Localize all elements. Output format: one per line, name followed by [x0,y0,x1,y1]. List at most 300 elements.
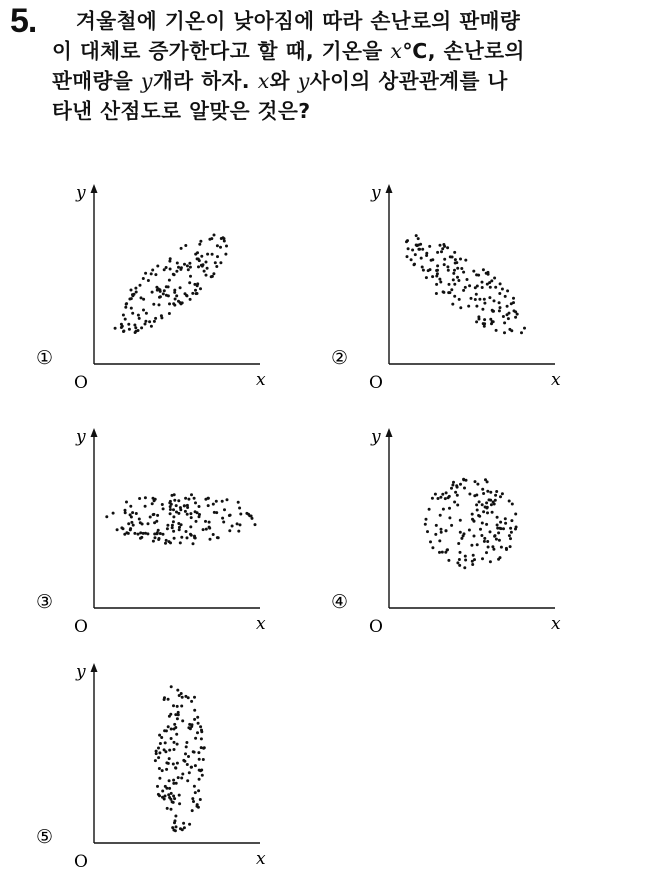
scatter-point [122,330,125,333]
scatter-point [185,294,188,297]
scatter-point [142,277,145,280]
scatter-point [170,808,173,811]
scatter-point [212,272,215,275]
scatter-point [147,279,150,282]
scatter-point [485,501,488,504]
scatter-point [445,491,448,494]
scatter-point [215,265,218,268]
scatter-point [459,519,462,522]
scatter-point [208,526,211,529]
scatter-point [494,286,497,289]
scatter-point [186,264,189,267]
scatter-point [459,258,462,261]
scatter-point [447,559,450,562]
scatter-point [122,314,125,317]
scatter-point [198,505,201,508]
scatter-point [509,545,512,548]
scatter-point [183,826,186,829]
scatter-point [154,536,157,539]
scatter-point [434,493,437,496]
scatter-point [197,722,200,725]
scatter-point [490,503,493,506]
scatter-points [114,234,228,335]
scatter-point [451,484,454,487]
scatter-point [180,705,183,708]
scatter-point [209,538,212,541]
scatter-point [175,825,178,828]
scatter-point [175,294,178,297]
scatter-point [185,530,188,533]
scatter-point [184,497,187,500]
scatter-point [483,540,486,543]
scatter-point [495,538,498,541]
scatter-point [239,513,242,516]
scatter-point [159,295,162,298]
scatter-point [480,534,483,537]
scatter-point [512,297,515,300]
scatter-point [510,531,513,534]
scatter-point [456,486,459,489]
scatter-point [478,515,481,518]
scatter-point [483,322,486,325]
scatter-point [175,270,178,273]
scatter-point [486,490,489,493]
scatter-point [468,529,471,532]
scatter-point [202,758,205,761]
scatter-point [207,504,210,507]
scatter-point [170,737,173,740]
scatter-point [486,480,489,483]
scatter-point [222,521,225,524]
scatter-point [514,310,517,313]
scatter-point [193,709,196,712]
scatter-point [186,779,189,782]
scatter-point [179,268,182,271]
scatter-point [446,265,449,268]
scatter-point [489,560,492,563]
scatter-point [441,247,444,250]
scatter-point [406,255,409,258]
scatter-point [508,534,511,537]
scatter-point [492,320,495,323]
scatter-point [493,299,496,302]
scatter-point [503,321,506,324]
scatter-point [177,499,180,502]
scatter-point [498,309,501,312]
scatter-point [161,769,164,772]
scatter-point [194,510,197,513]
scatter-point [431,546,434,549]
scatter-point [194,289,197,292]
scatter-point [482,492,485,495]
question-line-3-part-a: 판매량을 [52,69,141,93]
scatter-point [456,267,459,270]
scatter-point [438,551,441,554]
scatter-point [405,240,408,243]
scatter-point [181,719,184,722]
scatter-point [184,695,187,698]
scatter-point [180,777,183,780]
scatter-point [486,283,489,286]
scatter-point [442,290,445,293]
scatter-plot-option-1[interactable] [30,178,280,393]
scatter-point [112,512,115,515]
scatter-point [169,512,172,515]
scatter-point [476,483,479,486]
scatter-point [165,729,168,732]
scatter-point [194,791,197,794]
scatter-point [216,536,219,539]
scatter-point [204,520,207,523]
scatter-point [114,327,117,330]
scatter-point [441,551,444,554]
scatter-point [137,533,140,536]
option-marker: ① [36,347,54,369]
scatter-point [152,303,155,306]
scatter-point [152,497,155,500]
scatter-point [186,536,189,539]
scatter-point [135,291,138,294]
scatter-point [254,523,257,526]
y-axis-arrow [91,428,98,437]
scatter-point [417,248,420,251]
scatter-point [475,320,478,323]
scatter-plot-option-2[interactable] [325,178,575,393]
scatter-point [421,266,424,269]
scatter-point [124,509,127,512]
scatter-point [158,734,161,737]
question-line-4: 타낸 산점도로 알맞은 것은? [52,99,311,123]
scatter-point [158,777,161,780]
scatter-point [436,264,439,267]
scatter-point [504,517,507,520]
scatter-point [450,288,453,291]
scatter-point [200,255,203,258]
scatter-point [454,258,457,261]
scatter-point [159,290,162,293]
scatter-point [500,546,503,549]
scatter-point [431,497,434,500]
scatter-point [133,324,136,327]
scatter-point [172,779,175,782]
scatter-point [414,253,417,256]
scatter-point [475,494,478,497]
scatter-point [124,318,127,321]
scatter-point [510,519,513,522]
scatter-point [443,258,446,261]
option-marker: ③ [36,591,54,613]
scatter-point [181,301,184,304]
scatter-point [443,263,446,266]
scatter-point [496,527,499,530]
scatter-point [200,769,203,772]
scatter-plot-option-4[interactable] [325,422,575,637]
scatter-point [197,789,200,792]
scatter-point [198,778,201,781]
scatter-point [481,286,484,289]
scatter-point [440,528,443,531]
scatter-point [134,331,137,334]
scatter-point [172,704,175,707]
scatter-point [182,822,185,825]
scatter-point [487,273,490,276]
scatter-point [456,276,459,279]
option-marker: ④ [331,591,349,613]
scatter-point [482,268,485,271]
scatter-point [473,535,476,538]
scatter-point [130,307,133,310]
scatter-point [424,523,427,526]
scatter-point [481,308,484,311]
scatter-point [489,318,492,321]
scatter-point [485,551,488,554]
scatter-point [163,289,166,292]
scatter-point [172,763,175,766]
scatter-point [168,779,171,782]
scatter-point [122,527,125,530]
scatter-point [474,298,477,301]
scatter-point [179,827,182,830]
scatter-point [496,516,499,519]
scatter-point [466,278,469,281]
scatter-point [487,546,490,549]
scatter-point [491,309,494,312]
scatter-point [144,496,147,499]
scatter-points [405,234,526,334]
scatter-point [158,303,161,306]
scatter-point [191,292,194,295]
scatter-point [186,763,189,766]
origin-label: O [369,617,383,637]
scatter-point [185,741,188,744]
scatter-point [508,328,511,331]
scatter-point [172,530,175,533]
scatter-point [193,785,196,788]
scatter-point [473,520,476,523]
scatter-point [463,566,466,569]
scatter-point [192,800,195,803]
scatter-point [199,725,202,728]
scatter-point [176,743,179,746]
scatter-point [196,292,199,295]
scatter-point [180,247,183,250]
scatter-point [481,522,484,525]
scatter-point [152,540,155,543]
scatter-point [478,298,481,301]
scatter-point [153,521,156,524]
scatter-point [197,265,200,268]
scatter-point [177,266,180,269]
scatter-point [165,539,168,542]
scatter-point [439,514,442,517]
origin-label: O [74,617,88,637]
scatter-point [177,776,180,779]
scatter-point [493,277,496,280]
scatter-point [434,533,437,536]
scatter-point [459,483,462,486]
scatter-point [457,279,460,282]
origin-label: O [369,373,383,393]
scatter-point [200,729,203,732]
scatter-point [463,487,466,490]
scatter-point [199,240,202,243]
scatter-point [172,515,175,518]
scatter-point [168,796,171,799]
scatter-point [188,281,191,284]
scatter-point [162,507,165,510]
scatter-point [198,515,201,518]
scatter-point [174,298,177,301]
scatter-point [179,508,182,511]
scatter-point [501,492,504,495]
scatter-point [494,534,497,537]
scatter-point [160,316,163,319]
scatter-point [514,513,517,516]
scatter-point [139,537,142,540]
scatter-point [505,548,508,551]
scatter-point [199,798,202,801]
scatter-point [137,314,140,317]
scatter-point [134,326,137,329]
scatter-point [180,536,183,539]
scatter-point [144,320,147,323]
scatter-point [415,234,418,237]
scatter-point [422,269,425,272]
scatter-point [451,303,454,306]
scatter-point [165,266,168,269]
scatter-point [131,294,134,297]
scatter-point [184,510,187,513]
scatter-point [164,785,167,788]
scatter-point [154,317,157,320]
scatter-point [499,521,502,524]
scatter-point [147,522,150,525]
scatter-point [237,530,240,533]
scatter-point [456,504,459,507]
scatter-point [196,284,199,287]
scatter-point [471,563,474,566]
y-axis-label: y [371,183,381,203]
scatter-point [212,503,215,506]
scatter-plot-option-5[interactable] [30,657,280,872]
scatter-point [501,288,504,291]
scatter-point [482,510,485,513]
scatter-point [474,480,477,483]
scatter-point [494,499,497,502]
scatter-point [170,685,173,688]
scatter-point [225,245,228,248]
scatter-point [476,509,479,512]
scatter-point [189,512,192,515]
scatter-point [133,532,136,535]
scatter-point [138,317,141,320]
scatter-point [176,262,179,265]
scatter-point [142,532,145,535]
scatter-point [165,294,168,297]
scatter-point [172,520,175,523]
scatter-point [435,524,438,527]
scatter-point [496,524,499,527]
scatter-point [177,512,180,515]
scatter-point [205,528,208,531]
scatter-point [456,561,459,564]
scatter-point [503,331,506,334]
y-axis-arrow [91,184,98,193]
scatter-point [446,246,449,249]
y-axis-arrow [386,184,393,193]
scatter-point [124,306,127,309]
scatter-point [186,513,189,516]
scatter-point [161,503,164,506]
scatter-point [495,329,498,332]
scatter-point [226,498,229,501]
scatter-point [169,508,172,511]
scatter-point [221,500,224,503]
scatter-point [198,243,201,246]
scatter-point [129,505,132,508]
scatter-point [460,267,463,270]
scatter-point [131,511,134,514]
scatter-point [148,320,151,323]
scatter-point [173,797,176,800]
scatter-point [497,531,500,534]
scatter-point [444,497,447,500]
scatter-point [188,771,191,774]
scatter-point [238,507,241,510]
scatter-point [167,698,170,701]
scatter-point [453,251,456,254]
scatter-point [178,802,181,805]
scatter-point [465,479,468,482]
scatter-point [206,267,209,270]
scatter-point [188,262,191,265]
scatter-point [231,525,234,528]
scatter-point [499,282,502,285]
scatter-point [173,537,176,540]
scatter-point [489,286,492,289]
scatter-point [154,759,157,762]
scatter-point [197,751,200,754]
scatter-point [151,269,154,272]
scatter-point [420,257,423,260]
scatter-point [152,513,155,516]
scatter-point [213,234,216,237]
scatter-point [475,293,478,296]
scatter-point [169,268,172,271]
scatter-point [470,297,473,300]
scatter-point [452,481,455,484]
scatter-point [130,516,133,519]
scatter-point [498,301,501,304]
scatter-point [179,286,182,289]
scatter-point [491,511,494,514]
scatter-point [191,809,194,812]
scatter-point [201,774,204,777]
scatter-point [135,512,138,515]
scatter-point [430,259,433,262]
scatter-point [132,524,135,527]
scatter-point [157,747,160,750]
scatter-point [502,315,505,318]
scatter-point [177,713,180,716]
scatter-point [493,503,496,506]
scatter-point [428,508,431,511]
scatter-point [189,275,192,278]
scatter-plot-option-3[interactable] [30,422,280,637]
scatter-point [447,291,450,294]
scatter-point [464,555,467,558]
scatter-point [171,526,174,529]
